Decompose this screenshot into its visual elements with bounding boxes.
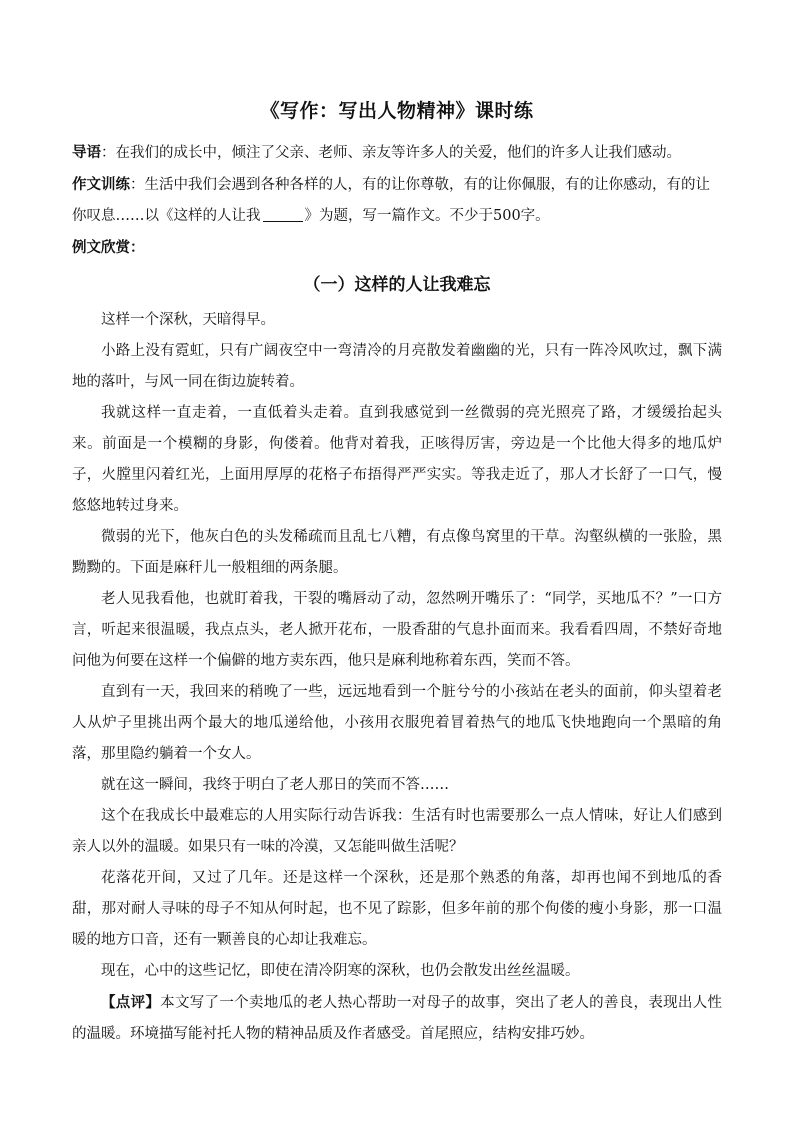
comment-text: 本文写了一个卖地瓜的老人热心帮助一对母子的故事，突出了老人的善良，表现出人性的温暖。环境描写能衬托人物的精神品质及作者感受。首尾照应，结构安排巧妙。 — [72, 995, 722, 1042]
document-title: 《写作：写出人物精神》课时练 — [260, 100, 534, 122]
appreciation-label: 例文欣赏： — [72, 239, 145, 256]
task-text-after: 》为题，写一篇作文。不少于500字。 — [304, 208, 550, 224]
comment-paragraph — [72, 987, 722, 1050]
essay-paragraph: 小路上没有霓虹，只有广阔夜空中一弯清冷的月亮散发着幽幽的光，只有一阵冷风吹过，飘下满地的落叶，与风一同在街边旋转着。 — [72, 343, 722, 390]
essay-paragraph: 现在，心中的这些记忆，即使在清冷阴寒的深秋，也仍会散发出丝丝温暖。 — [101, 963, 580, 979]
fill-in-blank — [263, 206, 303, 222]
essay-paragraph: 直到有一天，我回来的稍晚了一些，远远地看到一个脏兮兮的小孩站在老头的面前，仰头望着老人从炉子里挑出两个最大的地瓜递给他，小孩用衣服兜着冒着热气的地瓜飞快地跑向一个黑暗的角落，那里隐约躺着一个女人。 — [72, 684, 722, 762]
intro-label: 导语 — [72, 144, 101, 161]
document-page — [72, 96, 722, 1050]
task-paragraph: 作文训练：生活中我们会遇到各种各样的人，有的让你尊敬，有的让你佩服，有的让你感动，有的让你叹息……以《这样的人让我 》为题，写一篇作文。不少于500字。 — [72, 176, 710, 224]
intro-text: 在我们的成长中，倾注了父亲、老师、亲友等许多人的关爱，他们的许多人让我们感动。 — [115, 145, 681, 161]
essay-paragraph: 这个在我成长中最难忘的人用实际行动告诉我：生活有时也需要那么一点人情味，好让人们感到亲人以外的温暖。如果只有一味的冷漠，又怎能叫做生活呢？ — [72, 808, 722, 855]
essay-paragraph: 就在这一瞬间，我终于明白了老人那日的笑而不答…… — [101, 777, 449, 793]
essay-paragraph: 这样一个深秋，天暗得早。 — [101, 312, 275, 328]
essay-subtitle: （一）这样的人让我难忘 — [303, 275, 491, 295]
essay-paragraph: 花落花开间，又过了几年。还是这样一个深秋，还是那个熟悉的角落，却再也闻不到地瓜的香甜，那对耐人寻味的母子不知从何时起，也不见了踪影，但多年前的那个佝偻的瘦小身影，那一口温暖的地方口音，还有一颗善良的心却让我难忘。 — [72, 870, 722, 948]
comment-label: 【点评】 — [101, 994, 161, 1011]
essay-paragraph: 老人见我看他，也就盯着我，干裂的嘴唇动了动，忽然咧开嘴乐了：“同学，买地瓜不？”一口方言，听起来很温暖，我点点头，老人掀开花布，一股香甜的气息扑面而来。我看看四周，不禁好奇地问他为何要在这样一个偏僻的地方卖东西，他只是麻利地称着东西，笑而不答。 — [72, 591, 722, 669]
essay-body — [72, 305, 722, 1050]
essay-paragraph: 微弱的光下，他灰白色的头发稀疏而且乱七八糟，有点像鸟窝里的干草。沟壑纵横的一张脸，黑黝黝的。下面是麻秆儿一般粗细的两条腿。 — [72, 529, 722, 576]
essay-paragraph: 我就这样一直走着，一直低着头走着。直到我感觉到一丝微弱的亮光照亮了路，才缓缓抬起头来。前面是一个模糊的身影，佝偻着。他背对着我，正咳得厉害，旁边是一个比他大得多的地瓜炉子，火膛里闪着红光，上面用厚厚的花格子布捂得严严实实。等我走近了，那人才长舒了一口气，慢悠悠地转过身来。 — [72, 405, 722, 514]
task-text-before: 生活中我们会遇到各种各样的人，有的让你尊敬，有的让你佩服，有的让你感动，有的让你叹息……以《这样的人让我 — [72, 177, 710, 224]
intro-paragraph: 导语：在我们的成长中，倾注了父亲、老师、亲友等许多人的关爱，他们的许多人让我们感动。 — [72, 144, 681, 161]
task-label: 作文训练 — [72, 176, 130, 193]
